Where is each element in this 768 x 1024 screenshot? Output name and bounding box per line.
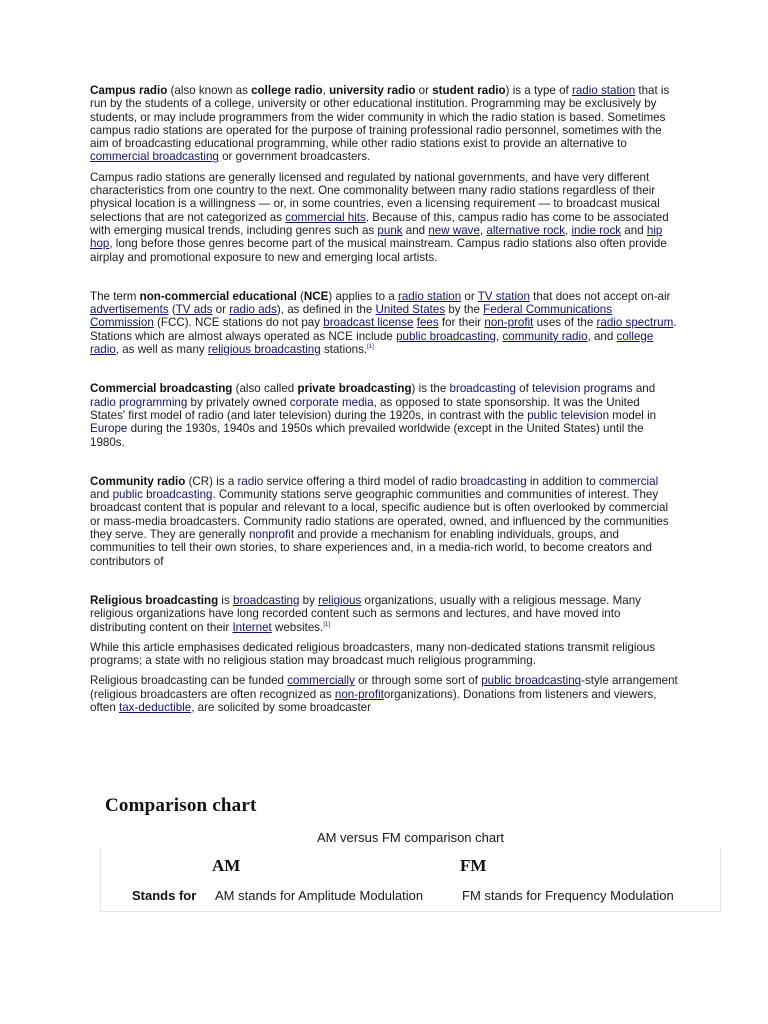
reference-marker[interactable]: [1] <box>323 621 330 628</box>
term-religious-broadcasting: Religious broadcasting <box>90 593 219 607</box>
cell-am-stands-for: AM stands for Amplitude Modulation <box>215 888 424 903</box>
link-advertisements[interactable]: advertisements <box>90 303 169 317</box>
text: uses of the <box>533 316 597 330</box>
column-header-am: AM <box>212 856 241 875</box>
link-nonprofit[interactable]: nonprofit <box>248 528 295 542</box>
text: ( <box>168 303 176 317</box>
text: , as well as many <box>115 343 208 357</box>
text: (also known as <box>167 84 252 97</box>
text: -style arrangement (religious broadcasters are often recognized as <box>90 674 678 701</box>
link-religious-broadcasting[interactable]: religious broadcasting <box>207 343 321 357</box>
text: (FCC). NCE stations do not pay <box>153 316 324 330</box>
link-television-programs[interactable]: television programs <box>532 382 633 396</box>
text: and <box>90 488 113 502</box>
link-tv-ads[interactable]: TV ads <box>175 303 213 317</box>
text: or <box>415 84 433 97</box>
paragraph-campus-radio <box>90 84 678 164</box>
paragraph-religious-funding <box>90 674 678 714</box>
link-broadcasting[interactable]: broadcasting <box>233 593 300 607</box>
link-alternative-rock[interactable]: alternative rock <box>486 223 565 237</box>
link-hip-hop[interactable]: hip hop <box>90 223 663 251</box>
text: organizations, usually with a religious message. Many religious organizations have long recorded content such as sermons and lectures, and have moved into distributing content on their <box>90 593 641 634</box>
link-united-states[interactable]: United States <box>375 303 446 317</box>
term-university-radio: university radio <box>329 84 416 97</box>
paragraph-campus-radio-licensing <box>90 171 678 264</box>
text: ) is the <box>411 382 450 396</box>
text: or <box>461 289 478 303</box>
text: . Because of this, campus radio has come to be associated with emerging musical trends, including genres such as <box>90 210 669 237</box>
text: , and <box>587 329 617 343</box>
link-tv-station[interactable]: TV station <box>477 289 530 303</box>
text: , <box>322 84 330 97</box>
paragraph-religious-broadcasting <box>90 594 678 634</box>
reference-marker[interactable]: [1] <box>367 344 374 351</box>
text: in addition to <box>526 474 599 488</box>
link-broadcasting[interactable]: broadcasting <box>449 382 516 396</box>
link-non-profit[interactable]: non-profit <box>334 687 384 701</box>
term-campus-radio: Campus radio <box>90 84 168 97</box>
link-commercial-broadcasting[interactable]: commercial broadcasting <box>90 150 219 164</box>
link-radio-station[interactable]: radio station <box>398 289 462 303</box>
text: or <box>212 303 230 317</box>
link-corporate-media[interactable]: corporate media <box>289 395 374 409</box>
comparison-chart-caption: AM versus FM comparison chart <box>316 830 505 845</box>
text: of <box>515 382 533 396</box>
text: The term <box>90 289 140 303</box>
text: model in <box>609 408 657 422</box>
link-internet[interactable]: Internet <box>232 620 272 634</box>
text: , as opposed to state sponsorship. It was the United States' first model of radio (and later television) during the 1920s, in contrast with the <box>90 395 640 422</box>
column-header-fm: FM <box>460 856 487 875</box>
text: websites. <box>271 620 324 634</box>
text: organizations). Donations from listeners and viewers, often <box>90 687 657 714</box>
text: stations. <box>320 343 368 357</box>
link-radio-spectrum[interactable]: radio spectrum <box>596 316 674 330</box>
text: , long before those genres become part of the musical mainstream. Campus radio stations also often provide airplay and promotional exposure to new and emerging local artists. <box>90 237 667 264</box>
link-commercially[interactable]: commercially <box>287 674 355 688</box>
link-commercial-hits[interactable]: commercial hits <box>285 210 366 224</box>
text: Campus radio stations are generally licensed and regulated by national governments, and have very different characteristics from one country to the next. One commonality between many radio stations regardless of their physical location is a willingness — or, in some countries, even a licensing requirement — to broadcast musical selections that are not categorized as <box>90 170 660 224</box>
term-student-radio: student radio <box>432 84 506 97</box>
link-europe[interactable]: Europe <box>90 422 128 436</box>
link-new-wave[interactable]: new wave <box>428 223 480 237</box>
text: While this article emphasises dedicated religious broadcasters, many non-dedicated stations transmit religious programs; a state with no religious station may broadcast much religious programming. <box>90 640 656 668</box>
paragraph-nce <box>90 290 678 356</box>
text: ) is a type of <box>505 84 572 97</box>
text: , <box>496 329 503 343</box>
text: and <box>402 223 429 237</box>
term-college-radio: college radio <box>251 84 323 97</box>
link-religious[interactable]: religious <box>318 593 362 607</box>
text: . Stations which are almost always operated as NCE include <box>90 316 677 343</box>
link-fees[interactable]: fees <box>416 316 439 330</box>
cell-fm-stands-for: FM stands for Frequency Modulation <box>462 888 674 903</box>
link-broadcasting[interactable]: broadcasting <box>460 474 527 488</box>
link-broadcast-license[interactable]: broadcast license <box>323 316 414 330</box>
text: service offering a third model of radio <box>263 474 461 488</box>
link-commercial[interactable]: commercial <box>598 474 659 488</box>
text: or through some sort of <box>354 674 482 688</box>
link-radio-ads[interactable]: radio ads <box>229 303 277 317</box>
paragraph-commercial-broadcasting <box>90 382 678 448</box>
text: and <box>621 223 647 237</box>
text: , <box>479 223 487 237</box>
link-college-radio[interactable]: college radio <box>90 329 654 357</box>
text: ), as defined in the <box>276 303 376 317</box>
link-public-television[interactable]: public television <box>527 408 610 422</box>
term-private-broadcasting: private broadcasting <box>297 382 412 396</box>
text: , <box>565 223 572 237</box>
text: and provide a mechanism for enabling individuals, groups, and communities to tell their own stories, to share experiences and, in a media-rich world, to become creators and contributors of <box>90 528 652 568</box>
text: (also called <box>232 382 298 396</box>
text: that is run by the students of a college, university or other educational institution. Programming may be exclusively by students, or may include programmers from the wider community in which the radio station is based. Sometimes campus radio stations are operated for the purpose of training professional radio personnel, sometimes with the aim of broadcasting educational programming, while other radio stations exist to provide an alternative to <box>90 84 670 151</box>
text: during the 1930s, 1940s and 1950s which prevailed worldwide (except in the United States) until the 1980s. <box>90 422 644 449</box>
text: by privately owned <box>187 395 290 409</box>
term-nce: NCE <box>303 289 329 303</box>
text: (CR) is a <box>185 474 238 488</box>
link-radio-station[interactable]: radio station <box>571 84 636 97</box>
comparison-chart-title: Comparison chart <box>105 795 257 816</box>
text: for their <box>438 316 485 330</box>
article-body <box>90 84 678 714</box>
paragraph-religious-dedicated <box>90 641 678 668</box>
link-radio-programming[interactable]: radio programming <box>90 395 188 409</box>
term-commercial-broadcasting: Commercial broadcasting <box>90 382 233 396</box>
link-tax-deductible[interactable]: tax-deductible <box>119 700 192 714</box>
link-fcc[interactable]: Federal Communications Commission <box>90 303 613 330</box>
link-radio[interactable]: radio <box>237 474 264 488</box>
text: by the <box>445 303 484 317</box>
term-community-radio: Community radio <box>90 474 186 488</box>
term-nce-full: non-commercial educational <box>139 289 297 303</box>
link-community-radio[interactable]: community radio <box>502 329 588 343</box>
text: ( <box>296 289 304 303</box>
link-punk[interactable]: punk <box>377 223 403 237</box>
text: or government broadcasters. <box>218 150 371 164</box>
link-public-broadcasting[interactable]: public broadcasting <box>481 674 582 688</box>
text: is <box>218 593 234 607</box>
link-non-profit[interactable]: non-profit <box>484 316 534 330</box>
text: and <box>632 382 656 396</box>
paragraph-community-radio <box>90 475 678 568</box>
text: , are solicited by some broadcaster <box>191 700 371 714</box>
link-public-broadcasting[interactable]: public broadcasting <box>396 329 497 343</box>
text: . Community stations serve geographic communities and communities of interest. They broadcast content that is popular and relevant to a local, specific audience but is often overlooked by commercial or mass-media broadcasters. Community radio stations are operated, owned, and influenced by the communities they serve. They are generally <box>90 488 669 542</box>
row-label-stands-for: Stands for <box>132 888 197 903</box>
text: by <box>299 593 319 607</box>
text: ) applies to a <box>328 289 398 303</box>
text: Religious broadcasting can be funded <box>90 674 288 688</box>
link-indie-rock[interactable]: indie rock <box>571 223 622 237</box>
text: that does not accept on-air <box>529 289 671 303</box>
link-public-broadcasting[interactable]: public broadcasting <box>112 488 213 502</box>
